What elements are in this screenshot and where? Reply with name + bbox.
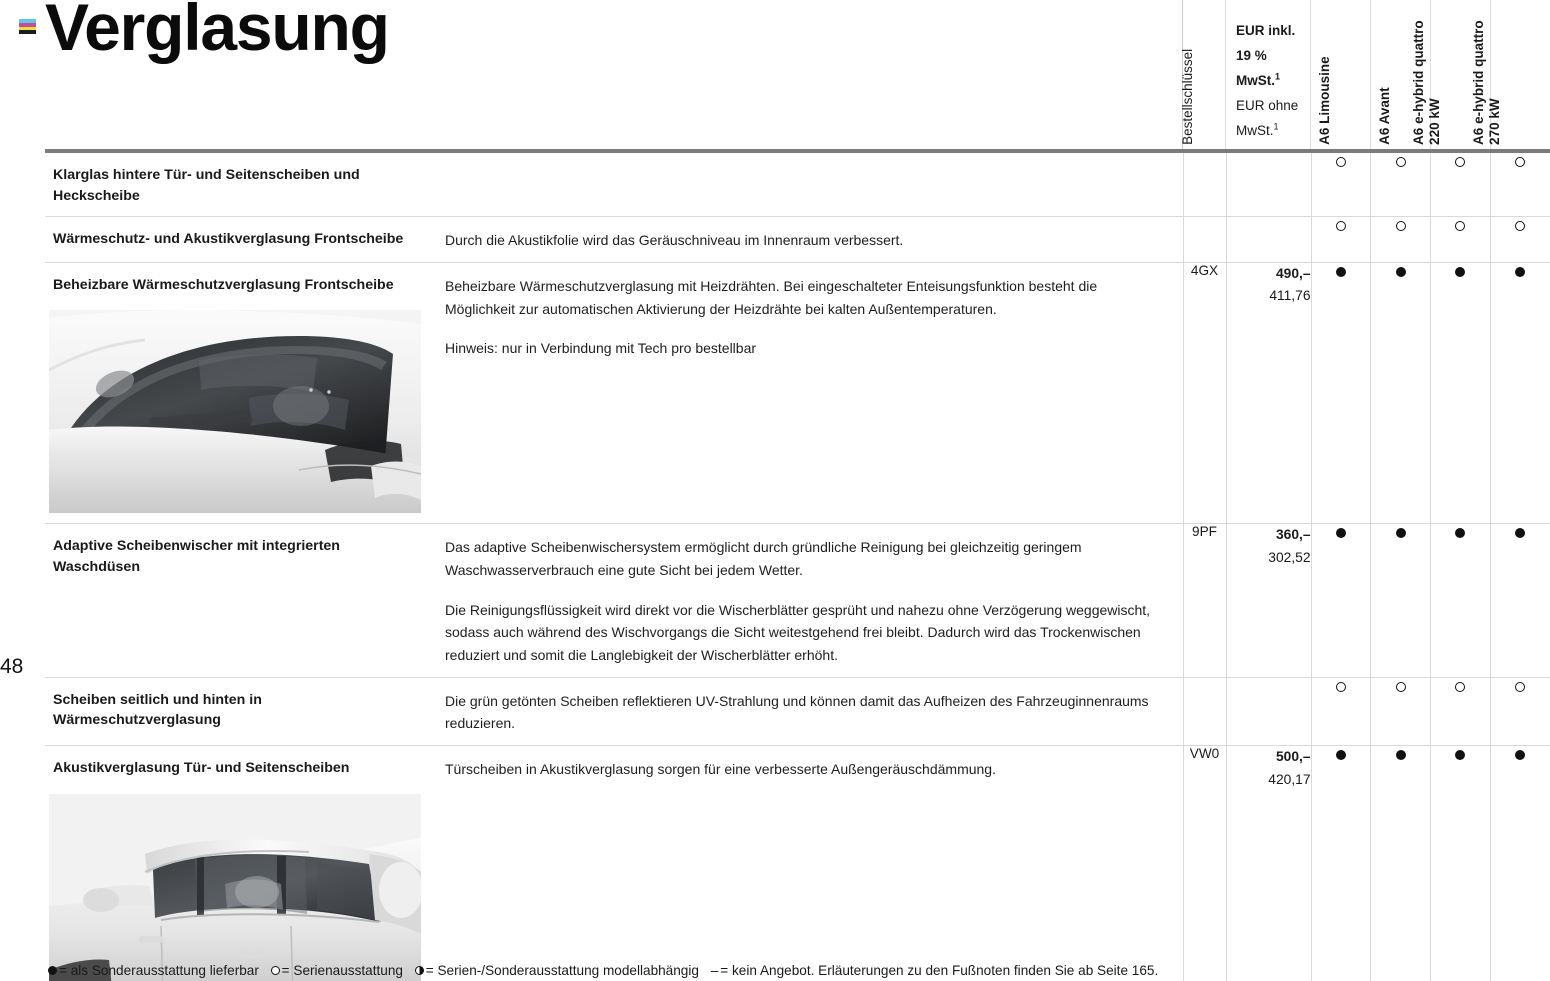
feature-name-cell [45,524,437,677]
feature-name: Akustikverglasung Tür- und Seitenscheiben [53,760,350,777]
availability-open-circle-icon [1455,157,1465,167]
availability-filled-circle-icon [1515,750,1525,760]
availability-a6-ehybrid-220 [1431,262,1491,524]
availability-filled-circle-icon [1396,528,1406,538]
header-price-excl-line1: EUR ohne [1236,98,1299,114]
availability-open-circle-icon [1515,157,1525,167]
price-excl-vat: 420,17 [1268,771,1311,787]
availability-a6-limousine [1311,524,1371,677]
order-key-cell: 9PF [1183,524,1226,677]
availability-filled-circle-icon [1455,750,1465,760]
order-key-cell: 4GX [1183,262,1226,524]
legend-half-text: = Serien-/Sonderausstattung modellabhängig [425,963,699,978]
availability-a6-limousine [1311,217,1371,263]
price-incl-vat: 500,– [1275,749,1311,765]
availability-filled-circle-icon [1515,267,1525,277]
availability-open-circle-icon [1515,221,1525,231]
availability-open-circle-icon [1455,221,1465,231]
availability-a6-ehybrid-270 [1490,677,1550,745]
header-price-incl-footnote: 1 [1275,71,1281,82]
legend [48,962,1166,980]
price-cell [1226,153,1311,217]
page-number: 48 [0,655,24,678]
header-model-label-line1: A6 e-hybrid quattro [1410,20,1426,145]
feature-description-paragraph: Beheizbare Wärmeschutzverglasung mit Heizdrähten. Bei eingeschalteter Enteisungsfunktion besteht die Möglichkeit zur automatischen Aktivierung der Heizdrähte bei kalten Außentemperaturen. [445,277,1098,317]
availability-open-circle-icon [1336,682,1346,692]
feature-name: Wärmeschutz- und Akustikverglasung Frontscheibe [53,231,404,248]
availability-a6-avant [1371,524,1431,677]
availability-a6-ehybrid-220 [1431,217,1491,263]
feature-description-paragraph: Die Reinigungsflüssigkeit wird direkt vor die Wischerblätter gesprüht und nahezu ohne Verzögerung weggewischt, sodass auch während des Wischvorgangs die Sicht weitestgehend frei bleibt. Dadurch wird das Trockenwischen reduziert und somit die Langlebigkeit der Wischerblätter erhöht. [445,601,1151,664]
windshield-photo [49,310,421,513]
availability-a6-limousine [1311,677,1371,745]
availability-a6-ehybrid-270 [1490,217,1550,263]
header-model-label-line2: 270 kW [1487,98,1503,145]
legend-open-circle-icon [271,966,280,975]
feature-description-paragraph: Türscheiben in Akustikverglasung sorgen für eine verbesserte Außengeräuschdämmung. [445,761,996,778]
price-incl-vat: 490,– [1275,265,1311,281]
header-model-a6-ehybrid-270 [1470,0,1550,152]
order-key-cell [1183,217,1226,263]
availability-filled-circle-icon [1336,267,1346,277]
legend-filled-text: = als Sonderausstattung lieferbar [59,963,259,978]
header-model-a6-limousine [1310,0,1370,152]
availability-a6-avant [1371,677,1431,745]
price-cell [1226,524,1311,677]
feature-description-paragraph: Die grün getönten Scheiben reflektieren UV-Strahlung und können damit das Aufheizen des Fahrzeuginnenraums reduzieren. [445,692,1149,732]
availability-a6-ehybrid-220 [1431,524,1491,677]
availability-a6-ehybrid-270 [1490,746,1550,981]
availability-a6-avant [1371,153,1431,217]
availability-open-circle-icon [1396,221,1406,231]
feature-name: Klarglas hintere Tür- und Seitenscheiben und Heckscheibe [53,167,360,204]
header-price-incl-line2: 19 % MwSt. [1236,48,1275,89]
header-price-incl-line1: EUR inkl. [1236,23,1296,39]
availability-open-circle-icon [1396,157,1406,167]
feature-name: Scheiben seitlich und hinten in Wärmeschutzverglasung [53,691,262,729]
feature-description-paragraph: Durch die Akustikfolie wird das Geräuschniveau im Innenraum verbessert. [445,232,904,249]
page-title: Verglasung [45,0,389,64]
options-table-body [45,153,1550,981]
table-header [1182,0,1550,152]
table-row [45,217,1550,263]
price-incl-vat: 360,– [1275,527,1311,543]
availability-a6-limousine [1311,262,1371,524]
availability-filled-circle-icon [1455,528,1465,538]
legend-half-circle-icon [415,966,424,975]
price-cell [1226,746,1311,981]
registration-color-bar-icon [19,19,36,34]
price-excl-vat: 302,52 [1268,549,1311,565]
availability-filled-circle-icon [1455,267,1465,277]
table-row [45,746,1550,981]
legend-dash-text: = kein Angebot. Erläuterungen zu den Fußnoten finden Sie ab Seite 165. [720,963,1159,978]
feature-description-cell [437,746,1183,981]
feature-name-cell [45,677,437,745]
header-price-excl-footnote: 1 [1273,121,1279,132]
price-cell [1226,217,1311,263]
availability-a6-ehybrid-220 [1431,746,1491,981]
availability-filled-circle-icon [1396,267,1406,277]
feature-name: Adaptive Scheibenwischer mit integrierten Waschdüsen [53,538,340,576]
table-row [45,153,1550,217]
feature-name: Beheizbare Wärmeschutzverglasung Frontscheibe [53,276,394,293]
availability-open-circle-icon [1455,682,1465,692]
availability-a6-avant [1371,217,1431,263]
legend-filled-circle-icon [48,966,57,975]
availability-a6-ehybrid-220 [1431,153,1491,217]
header-model-label-line2: 220 kW [1427,98,1443,145]
table-row [45,262,1550,524]
header-order-key-label: Bestellschlüssel [1180,48,1196,145]
table-row [45,677,1550,745]
header-model-label: A6 Limousine [1316,56,1332,145]
availability-a6-ehybrid-270 [1490,524,1550,677]
availability-a6-limousine [1311,746,1371,981]
options-table [45,153,1550,981]
header-model-label-line1: A6 e-hybrid quattro [1470,20,1486,145]
availability-open-circle-icon [1336,221,1346,231]
availability-open-circle-icon [1515,682,1525,692]
availability-a6-avant [1371,262,1431,524]
header-price [1225,0,1310,152]
side-window-photo [49,794,421,981]
feature-name-cell [45,746,437,981]
feature-name-cell [45,217,437,263]
price-excl-vat: 411,76 [1269,288,1311,304]
availability-open-circle-icon [1396,682,1406,692]
availability-filled-circle-icon [1336,528,1346,538]
header-price-excl-line2: MwSt. [1236,123,1274,139]
header-order-key [1182,0,1225,152]
availability-a6-ehybrid-220 [1431,677,1491,745]
availability-open-circle-icon [1336,157,1346,167]
price-cell [1226,262,1311,524]
price-cell [1226,677,1311,745]
availability-a6-ehybrid-270 [1490,153,1550,217]
order-key-cell: VW0 [1183,746,1226,981]
availability-filled-circle-icon [1396,750,1406,760]
feature-description-paragraph: Hinweis: nur in Verbindung mit Tech pro bestellbar [445,340,757,357]
feature-description-cell [437,262,1183,524]
feature-description-cell [437,677,1183,745]
feature-name-cell [45,153,437,217]
legend-dash-symbol: – [710,963,719,978]
feature-description-cell [437,153,1183,217]
legend-open-text: = Serienausstattung [281,963,403,978]
header-model-label: A6 Avant [1376,87,1392,145]
feature-description-cell [437,217,1183,263]
feature-name-cell [45,262,437,524]
availability-a6-ehybrid-270 [1490,262,1550,524]
order-key-cell [1183,153,1226,217]
feature-description-cell [437,524,1183,677]
availability-filled-circle-icon [1336,750,1346,760]
availability-a6-limousine [1311,153,1371,217]
table-row [45,524,1550,677]
feature-description-paragraph: Das adaptive Scheibenwischersystem ermöglicht durch gründliche Reinigung bei gleichzeitig geringem Waschwasserverbrauch eine gute Sicht bei jedem Wetter. [445,539,1082,579]
availability-filled-circle-icon [1515,528,1525,538]
order-key-cell [1183,677,1226,745]
availability-a6-avant [1371,746,1431,981]
